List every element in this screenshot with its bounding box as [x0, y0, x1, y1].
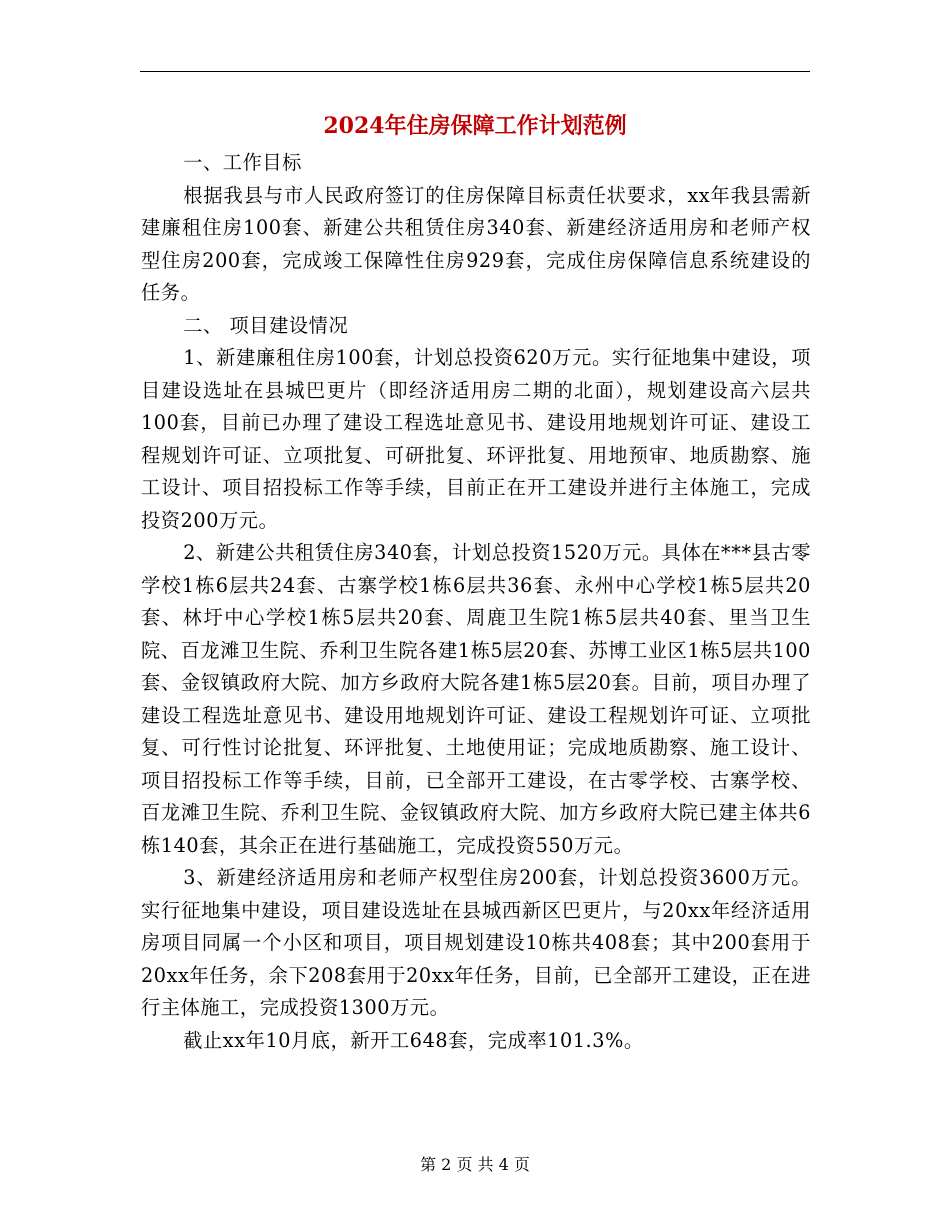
section-heading-goals: 一、工作目标 [183, 151, 302, 174]
paragraph-goals: 根据我县与市人民政府签订的住房保障目标责任状要求，xx年我县需新建廉租住房100套、新建公共租赁住房340套、新建经济适用房和老师产权型住房200套，完成竣工保障性住房929套，完成住房保障信息系统建设的任务。 [141, 183, 811, 304]
document-body [141, 147, 811, 1057]
paragraph-public-rental-housing: 2、新建公共租赁住房340套，计划总投资1520万元。具体在***县古零学校1栋6层共24套、古寨学校1栋6层共36套、永州中心学校1栋5层共20套、林圩中心学校1栋5层共20套、周鹿卫生院1栋5层共40套、里当卫生院、百龙滩卫生院、乔利卫生院各建1栋5层20套、苏博工业区1栋5层共100套、金钗镇政府大院、加方乡政府大院各建1栋5层20套。目前，项目办理了建设工程选址意见书、建设用地规划许可证、建设工程规划许可证、立项批复、可行性讨论批复、环评批复、土地使用证；完成地质勘察、施工设计、项目招投标工作等手续，目前，已全部开工建设，在古零学校、古寨学校、百龙滩卫生院、乔利卫生院、金钗镇政府大院、加方乡政府大院已建主体共6栋140套，其余正在进行基础施工，完成投资550万元。 [141, 541, 811, 857]
section-heading-projects: 二、 项目建设情况 [183, 313, 349, 337]
paragraph-low-rent-housing: 1、新建廉租住房100套，计划总投资620万元。实行征地集中建设，项目建设选址在县城巴更片（即经济适用房二期的北面），规划建设高六层共100套，目前已办理了建设工程选址意见书、建设用地规划许可证、建设工程规划许可证、立项批复、可研批复、环评批复、用地预审、地质勘察、施工设计、项目招投标工作等手续，目前正在开工建设并进行主体施工，完成投资200万元。 [141, 346, 811, 532]
header-rule [140, 71, 810, 72]
paragraph-affordable-housing: 3、新建经济适用房和老师产权型住房200套，计划总投资3600万元。实行征地集中建设，项目建设选址在县城西新区巴更片，与20xx年经济适用房项目同属一个小区和项目，项目规划建设10栋共408套；其中200套用于20xx年任务，余下208套用于20xx年任务，目前，已全部开工建设，正在进行主体施工，完成投资1300万元。 [141, 866, 811, 1019]
page-number-footer: 第 2 页 共 4 页 [420, 1155, 530, 1174]
paragraph-summary: 截止xx年10月底，新开工648套，完成率101.3%。 [183, 1028, 644, 1052]
document-title: 2024年住房保障工作计划范例 [323, 113, 627, 139]
